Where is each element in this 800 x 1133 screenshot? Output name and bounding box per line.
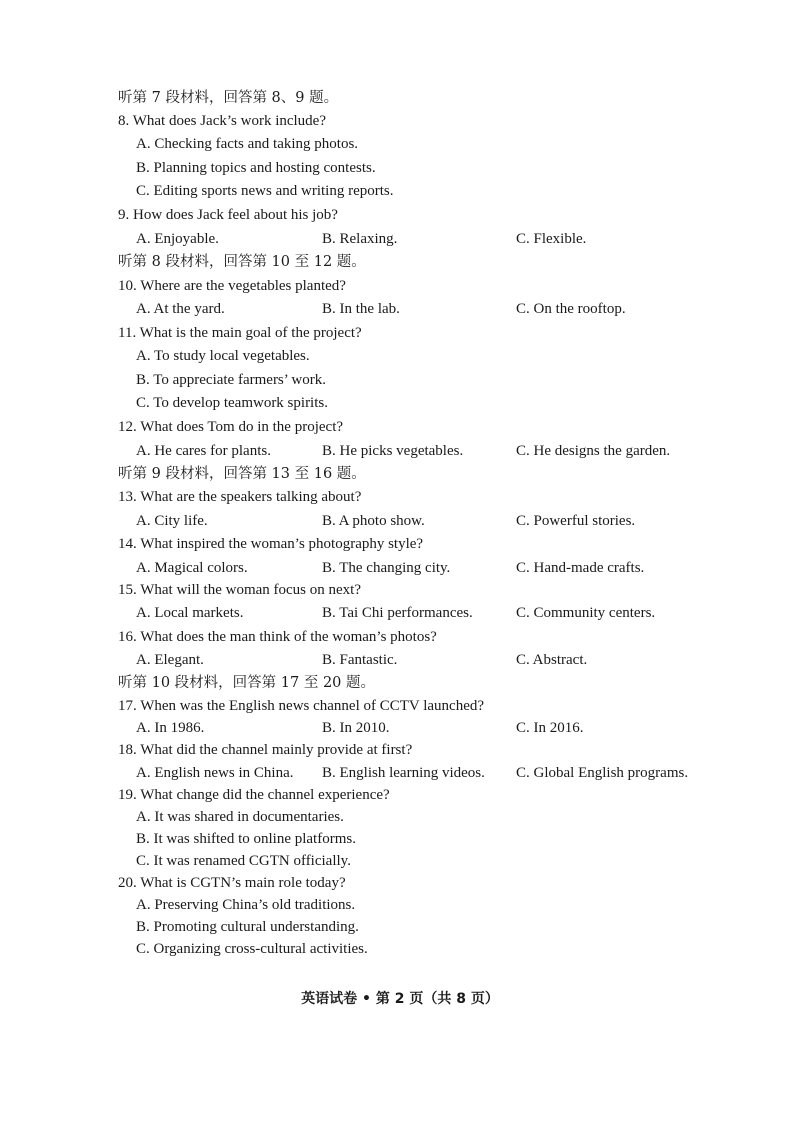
question-16-option-b: B. Fantastic. xyxy=(322,652,398,668)
question-17-option-c: C. In 2016. xyxy=(516,720,584,736)
question-14-option-a: A. Magical colors. xyxy=(136,560,248,576)
question-18-option-a: A. English news in China. xyxy=(136,765,294,781)
question-10-stem: 10. Where are the vegetables planted? xyxy=(118,278,346,294)
question-17-option-b: B. In 2010. xyxy=(322,720,390,736)
question-19-option-a: A. It was shared in documentaries. xyxy=(136,809,344,825)
question-16-stem: 16. What does the man think of the woman’s photos? xyxy=(118,629,437,645)
question-16-option-c: C. Abstract. xyxy=(516,652,588,668)
question-19-option-c: C. It was renamed CGTN officially. xyxy=(136,853,351,869)
question-10-option-b: B. In the lab. xyxy=(322,301,400,317)
question-9-option-c: C. Flexible. xyxy=(516,231,587,247)
question-20-option-c: C. Organizing cross-cultural activities. xyxy=(136,941,368,957)
question-11-option-a: A. To study local vegetables. xyxy=(136,348,310,364)
question-12-option-a: A. He cares for plants. xyxy=(136,443,271,459)
question-9-option-b: B. Relaxing. xyxy=(322,231,398,247)
question-15-stem: 15. What will the woman focus on next? xyxy=(118,582,362,598)
question-10-option-a: A. At the yard. xyxy=(136,301,225,317)
question-18-option-b: B. English learning videos. xyxy=(322,765,485,781)
question-20-option-b: B. Promoting cultural understanding. xyxy=(136,919,359,935)
question-17-option-a: A. In 1986. xyxy=(136,720,205,736)
section-header-8: 听第 8 段材料，回答第 10 至 12 题。 xyxy=(118,254,366,270)
question-10-option-c: C. On the rooftop. xyxy=(516,301,626,317)
section-header-10: 听第 10 段材料，回答第 17 至 20 题。 xyxy=(118,675,376,691)
question-13-option-b: B. A photo show. xyxy=(322,513,425,529)
question-9-stem: 9. How does Jack feel about his job? xyxy=(118,207,338,223)
question-8-stem: 8. What does Jack’s work include? xyxy=(118,113,327,129)
section-header-7: 听第 7 段材料，回答第 8、9 题。 xyxy=(118,90,339,106)
question-13-option-c: C. Powerful stories. xyxy=(516,513,636,529)
question-17-stem: 17. When was the English news channel of CCTV launched? xyxy=(118,698,485,714)
question-13-stem: 13. What are the speakers talking about? xyxy=(118,489,362,505)
question-8-option-a: A. Checking facts and taking photos. xyxy=(136,136,359,152)
question-20-option-a: A. Preserving China’s old traditions. xyxy=(136,897,356,913)
question-14-option-b: B. The changing city. xyxy=(322,560,451,576)
question-11-option-b: B. To appreciate farmers’ work. xyxy=(136,372,326,388)
question-15-option-c: C. Community centers. xyxy=(516,605,656,621)
question-12-stem: 12. What does Tom do in the project? xyxy=(118,419,344,435)
question-11-stem: 11. What is the main goal of the project? xyxy=(118,325,362,341)
question-13-option-a: A. City life. xyxy=(136,513,208,529)
page-footer: 英语试卷 • 第 2 页（共 8 页） xyxy=(301,991,499,1007)
question-14-stem: 14. What inspired the woman’s photography style? xyxy=(118,536,424,552)
question-9-option-a: A. Enjoyable. xyxy=(136,231,219,247)
question-15-option-a: A. Local markets. xyxy=(136,605,244,621)
question-15-option-b: B. Tai Chi performances. xyxy=(322,605,473,621)
section-header-9: 听第 9 段材料，回答第 13 至 16 题。 xyxy=(118,466,366,482)
question-14-option-c: C. Hand-made crafts. xyxy=(516,560,645,576)
question-8-option-b: B. Planning topics and hosting contests. xyxy=(136,160,376,176)
question-19-stem: 19. What change did the channel experience? xyxy=(118,787,390,803)
question-18-option-c: C. Global English programs. xyxy=(516,765,689,781)
question-11-option-c: C. To develop teamwork spirits. xyxy=(136,395,328,411)
question-20-stem: 20. What is CGTN’s main role today? xyxy=(118,875,346,891)
question-18-stem: 18. What did the channel mainly provide at first? xyxy=(118,742,413,758)
question-8-option-c: C. Editing sports news and writing reports. xyxy=(136,183,394,199)
question-19-option-b: B. It was shifted to online platforms. xyxy=(136,831,356,847)
question-12-option-c: C. He designs the garden. xyxy=(516,443,671,459)
question-12-option-b: B. He picks vegetables. xyxy=(322,443,464,459)
question-16-option-a: A. Elegant. xyxy=(136,652,204,668)
